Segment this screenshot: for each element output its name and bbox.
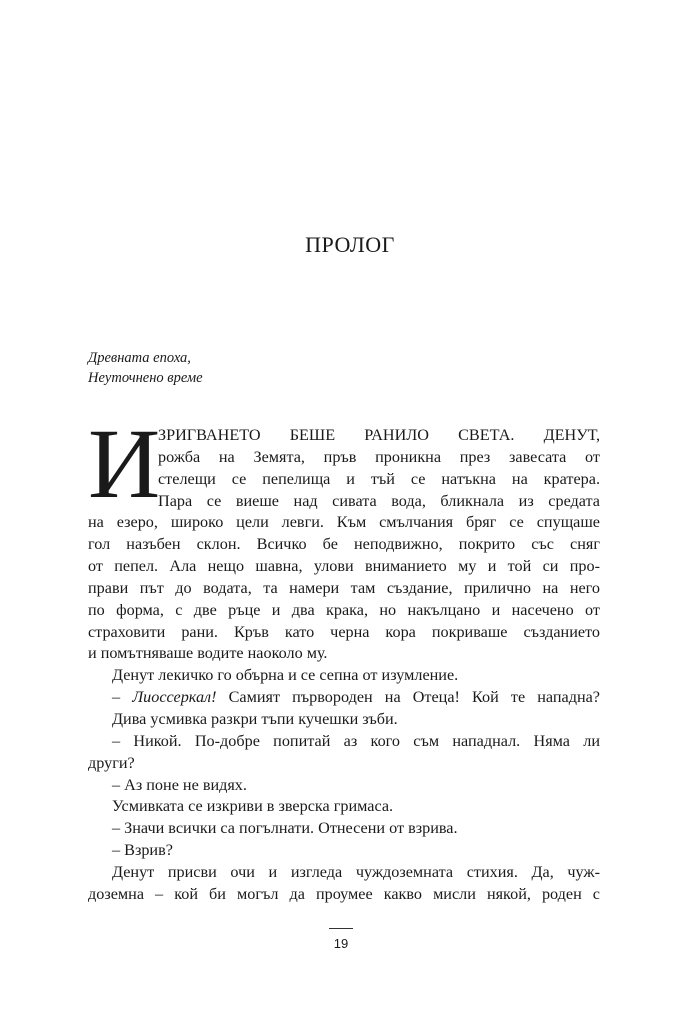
chapter-title: ПРОЛОГ xyxy=(305,232,395,257)
opening-paragraph xyxy=(88,408,600,519)
text-line: рожба на Земята, пръв проникна през завесата от xyxy=(158,447,600,466)
text-line: Денут присви очи и изгледа чуждоземната стихия. Да, чуж- xyxy=(112,862,600,881)
text-line: гол назъбен склон. Всичко бе неподвижно, покрито със сняг xyxy=(88,535,600,554)
text-line: на езеро, широко цели левги. Към смълчания бряг се спущаше xyxy=(88,513,600,532)
text-line: Дива усмивка разкри тъпи кучешки зъби. xyxy=(112,709,398,728)
text-line: – Никой. По-добре попитай аз кого съм нападнал. Няма ли xyxy=(112,731,600,750)
text-line: прави път до водата, та намери там създание, прилично на него xyxy=(88,578,600,597)
epigraph-line: Неуточнено време xyxy=(88,370,203,386)
text-line: доземна – кой би могъл да проумее какво мисли някой, роден с xyxy=(88,884,600,903)
epigraph xyxy=(88,348,203,388)
text-fragment: Самият първороден на Отеца! Кой те нападна? xyxy=(216,688,600,707)
character-name: Лиоссеркал! xyxy=(132,688,217,707)
text-line: Пара се виеше над сивата вода, бликнала из средата xyxy=(158,491,600,510)
text-line: по форма, с две ръце и два крака, но накълцано и насечено от xyxy=(88,600,600,619)
text-line: страховити рани. Кръв като черна кора покриваше създанието xyxy=(88,622,600,641)
body-text xyxy=(88,408,600,906)
dash: – xyxy=(112,688,133,707)
page-number: 19 xyxy=(333,936,349,951)
text-line: ЗРИГВАНЕТО БЕШЕ РАНИЛО СВЕТА. ДЕНУТ, xyxy=(158,426,600,444)
text-line: – Значи всички са погълнати. Отнесени от взрива. xyxy=(112,819,458,838)
text-line: – Взрив? xyxy=(112,841,173,860)
text-line xyxy=(88,687,600,709)
page-number-rule xyxy=(329,928,353,929)
epigraph-line: Древната епоха, xyxy=(88,350,191,366)
text-line: от пепел. Ала нещо шавна, улови вниманието му и той си про- xyxy=(88,557,600,576)
text-line: – Аз поне не видях. xyxy=(112,775,247,794)
text-line: Денут лекичко го обърна и се сепна от изумление. xyxy=(112,666,459,685)
text-line: Усмивката се изкриви в зверска гримаса. xyxy=(112,797,394,816)
text-line: други? xyxy=(88,753,135,772)
drop-cap: И xyxy=(88,408,161,519)
text-line: стелещи се пепелища и тъй се натъкна на кратера. xyxy=(158,469,600,488)
text-line: и помътняваше водите наоколо му. xyxy=(88,644,328,663)
